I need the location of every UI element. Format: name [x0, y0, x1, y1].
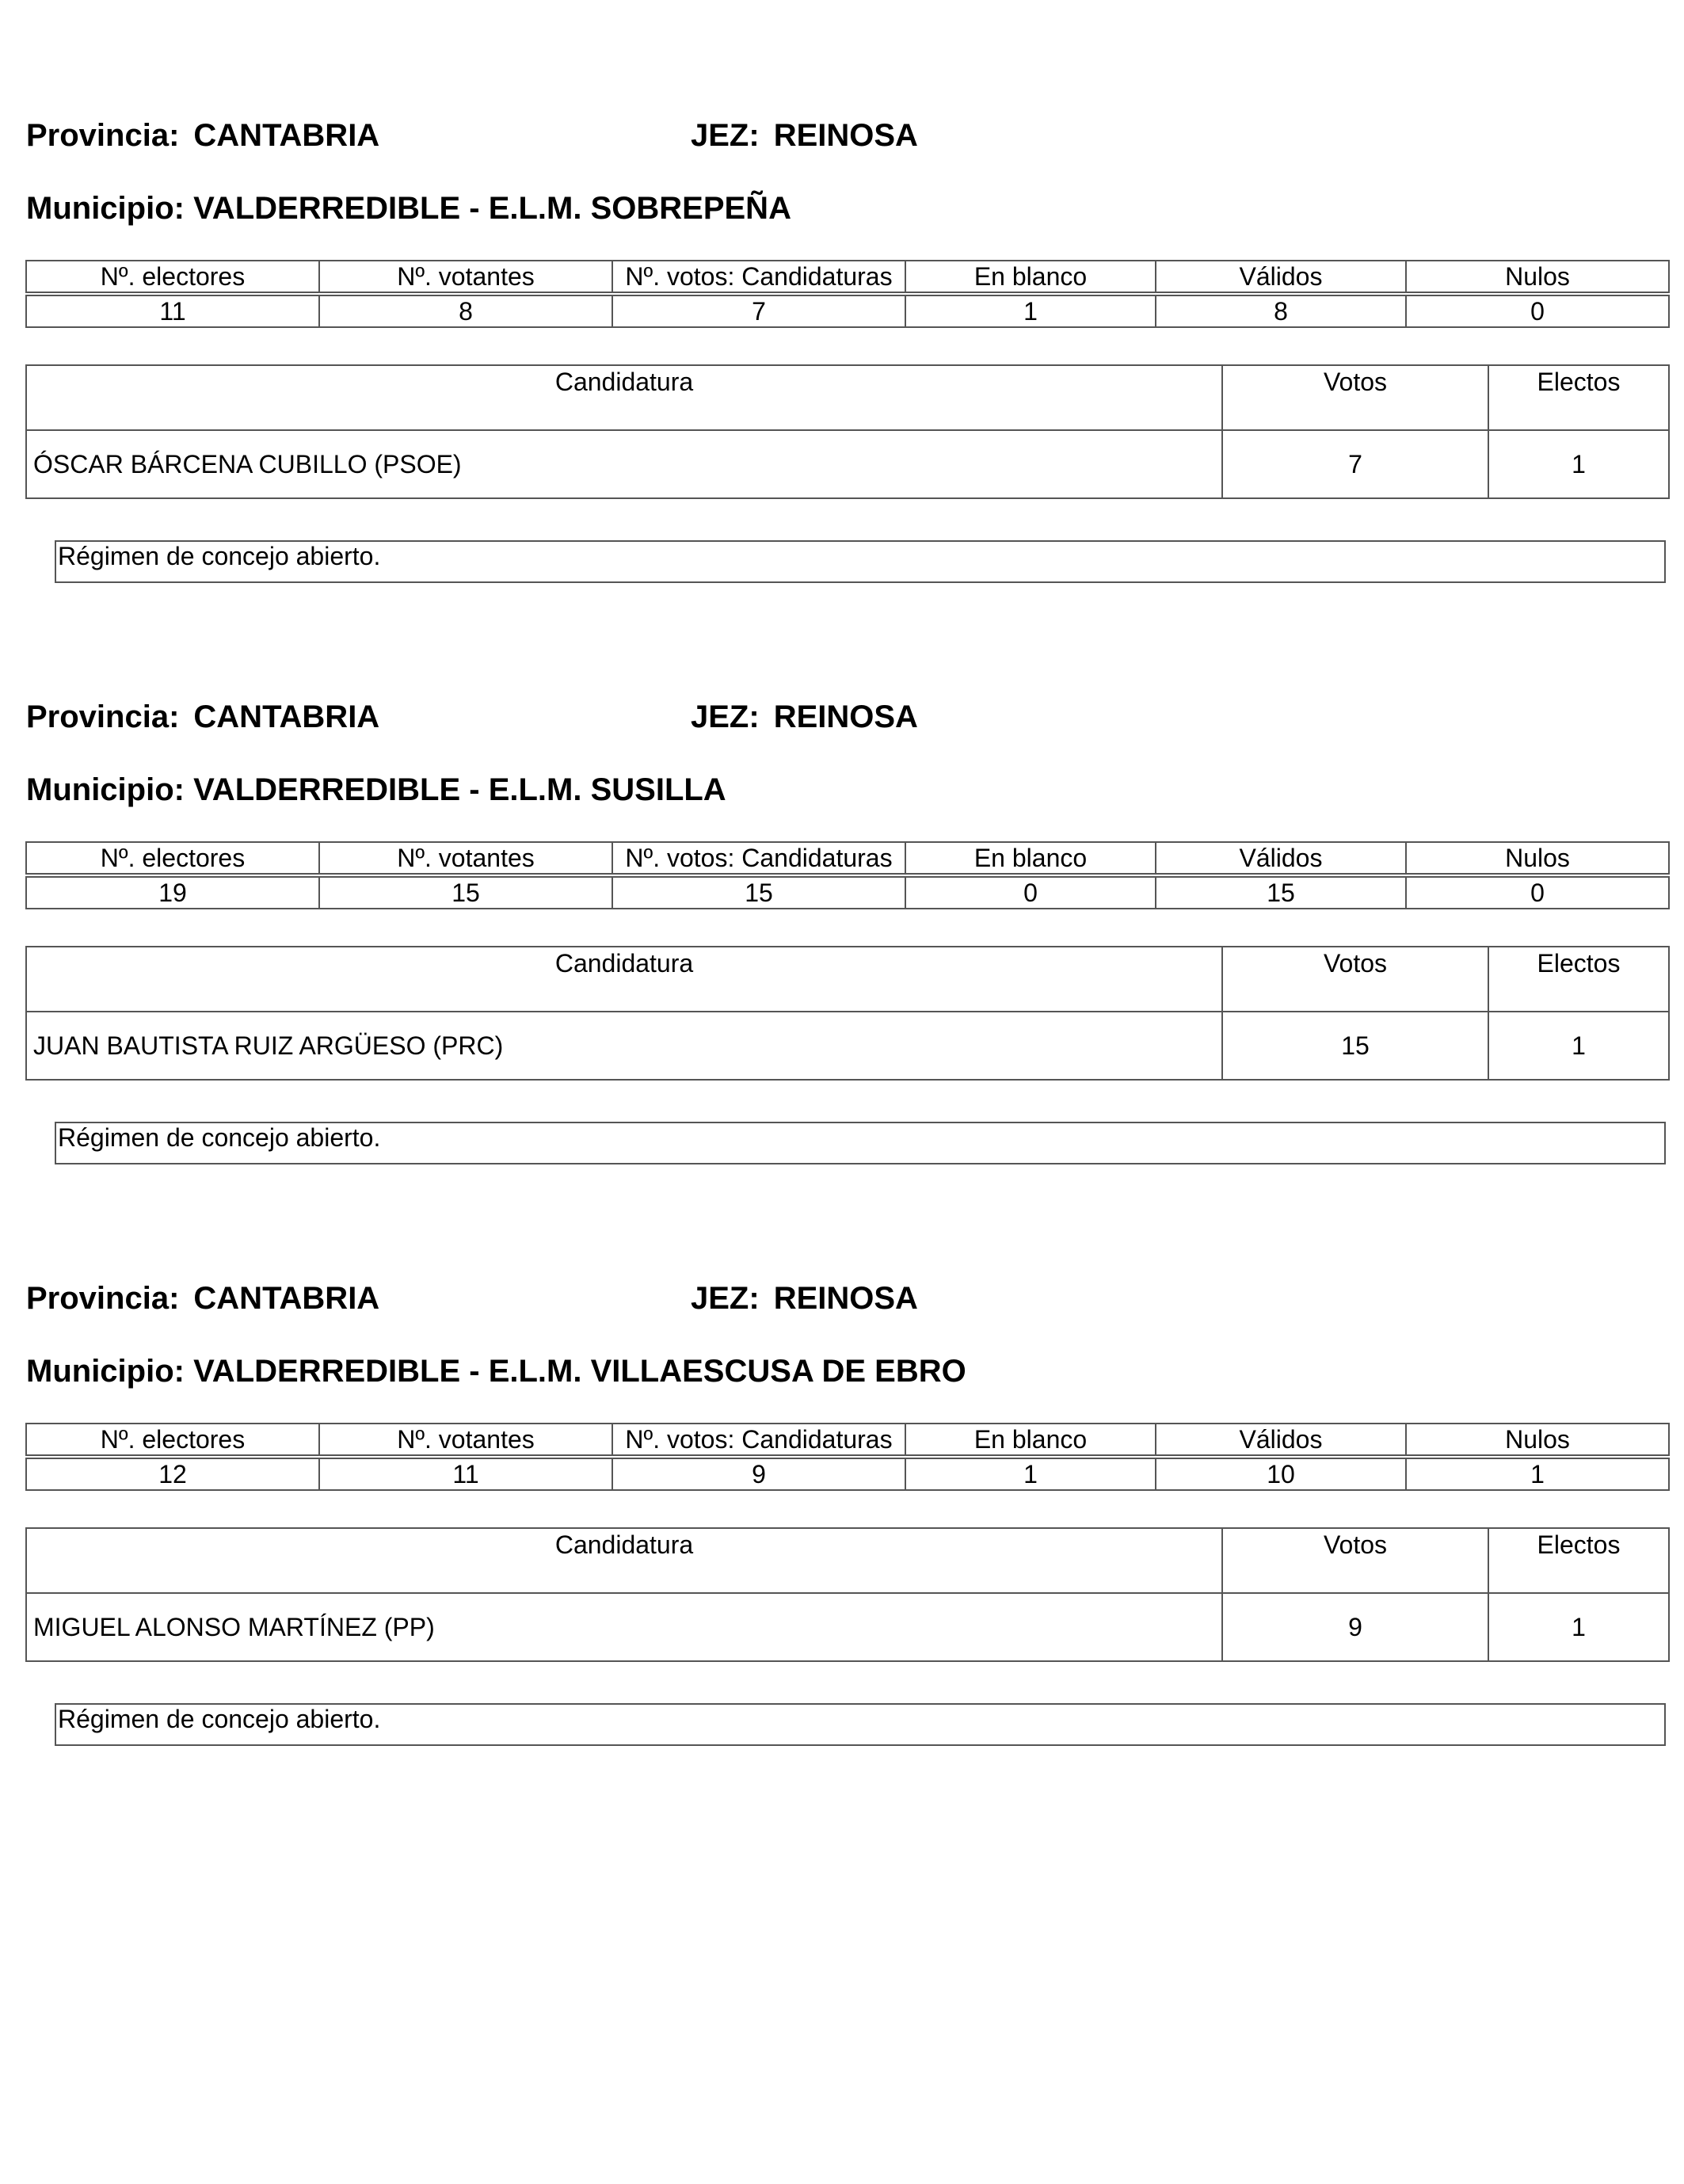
- election-section: [0, 0, 1684, 586]
- stats-header-cell: En blanco: [905, 261, 1156, 292]
- stats-header-cell: Nulos: [1406, 261, 1669, 292]
- stats-value-cell: 19: [26, 877, 319, 909]
- provincia-value: CANTABRIA: [193, 699, 380, 734]
- candidate-row: [26, 430, 1669, 498]
- stats-value-cell: 11: [319, 1458, 612, 1490]
- candidate-electos: 1: [1488, 1012, 1669, 1080]
- stats-value-cell: 12: [26, 1458, 319, 1490]
- municipio-value: VALDERREDIBLE - E.L.M. SOBREPEÑA: [193, 191, 791, 226]
- candidate-name: MIGUEL ALONSO MARTÍNEZ (PP): [26, 1593, 1222, 1661]
- municipio-label: Municipio:: [26, 1354, 185, 1389]
- jez-header: [691, 1279, 918, 1318]
- candidates-header-row: [26, 947, 1669, 1012]
- stats-header-cell: En blanco: [905, 1424, 1156, 1455]
- stats-value-cell: 9: [612, 1458, 905, 1490]
- stats-header-cell: Nº. votos: Candidaturas: [612, 261, 905, 292]
- stats-header-cell: Nº. votantes: [319, 261, 612, 292]
- candidates-table: [25, 364, 1670, 499]
- provincia-label: Provincia:: [26, 699, 180, 734]
- stats-value-cell: 0: [1406, 295, 1669, 327]
- jez-header: [691, 697, 918, 737]
- provincia-header: [26, 697, 379, 737]
- stats-header-cell: Válidos: [1156, 261, 1406, 292]
- candidates-table: [25, 946, 1670, 1081]
- municipio-value: VALDERREDIBLE - E.L.M. SUSILLA: [193, 772, 726, 807]
- votos-header: Votos: [1222, 947, 1488, 1012]
- jez-label: JEZ:: [691, 118, 760, 153]
- stats-header-cell: Válidos: [1156, 1424, 1406, 1455]
- stats-header-cell: Nº. votos: Candidaturas: [612, 842, 905, 874]
- provincia-value: CANTABRIA: [193, 1281, 380, 1316]
- stats-value-cell: 10: [1156, 1458, 1406, 1490]
- stats-value-cell: 8: [1156, 295, 1406, 327]
- municipio-label: Municipio:: [26, 191, 185, 226]
- candidate-row: [26, 1593, 1669, 1661]
- stats-header-row: [26, 1424, 1669, 1455]
- stats-value-cell: 0: [905, 877, 1156, 909]
- stats-value-row: [26, 877, 1669, 909]
- stats-header-cell: Válidos: [1156, 842, 1406, 874]
- municipio-heading: [26, 770, 726, 810]
- provincia-header: [26, 1279, 379, 1318]
- election-section: [0, 1163, 1684, 1749]
- candidates-table: [25, 1527, 1670, 1662]
- stats-table: [25, 841, 1670, 909]
- stats-value-cell: 15: [612, 877, 905, 909]
- stats-header-cell: Nº. electores: [26, 1424, 319, 1455]
- election-section: [0, 581, 1684, 1168]
- stats-value-cell: 1: [1406, 1458, 1669, 1490]
- jez-header: [691, 116, 918, 155]
- jez-value: REINOSA: [773, 1281, 918, 1316]
- stats-header-cell: Nulos: [1406, 1424, 1669, 1455]
- municipio-heading: [26, 189, 791, 228]
- candidatura-header: Candidatura: [26, 947, 1222, 1012]
- stats-value-cell: 1: [905, 1458, 1156, 1490]
- municipio-label: Municipio:: [26, 772, 185, 807]
- stats-header-cell: Nº. electores: [26, 842, 319, 874]
- votos-header: Votos: [1222, 365, 1488, 430]
- electos-header: Electos: [1488, 947, 1669, 1012]
- stats-value-row: [26, 1458, 1669, 1490]
- stats-header-cell: Nº. electores: [26, 261, 319, 292]
- stats-value-cell: 15: [319, 877, 612, 909]
- stats-header-row: [26, 261, 1669, 292]
- candidate-votos: 9: [1222, 1593, 1488, 1661]
- stats-value-cell: 11: [26, 295, 319, 327]
- provincia-value: CANTABRIA: [193, 118, 380, 153]
- candidatura-header: Candidatura: [26, 1528, 1222, 1593]
- stats-value-cell: 15: [1156, 877, 1406, 909]
- electos-header: Electos: [1488, 1528, 1669, 1593]
- stats-header-cell: Nº. votantes: [319, 842, 612, 874]
- candidatura-header: Candidatura: [26, 365, 1222, 430]
- stats-value-cell: 8: [319, 295, 612, 327]
- jez-value: REINOSA: [773, 118, 918, 153]
- stats-value-cell: 7: [612, 295, 905, 327]
- stats-header-cell: Nulos: [1406, 842, 1669, 874]
- regime-note: Régimen de concejo abierto.: [55, 1122, 1666, 1164]
- jez-value: REINOSA: [773, 699, 918, 734]
- votos-header: Votos: [1222, 1528, 1488, 1593]
- stats-header-cell: En blanco: [905, 842, 1156, 874]
- jez-label: JEZ:: [691, 699, 760, 734]
- stats-header-cell: Nº. votos: Candidaturas: [612, 1424, 905, 1455]
- regime-note: Régimen de concejo abierto.: [55, 1703, 1666, 1746]
- municipio-heading: [26, 1351, 966, 1391]
- jez-label: JEZ:: [691, 1281, 760, 1316]
- candidate-votos: 7: [1222, 430, 1488, 498]
- candidate-electos: 1: [1488, 1593, 1669, 1661]
- regime-note: Régimen de concejo abierto.: [55, 540, 1666, 583]
- stats-value-cell: 1: [905, 295, 1156, 327]
- provincia-header: [26, 116, 379, 155]
- candidate-row: [26, 1012, 1669, 1080]
- candidate-name: JUAN BAUTISTA RUIZ ARGÜESO (PRC): [26, 1012, 1222, 1080]
- provincia-label: Provincia:: [26, 118, 180, 153]
- candidate-electos: 1: [1488, 430, 1669, 498]
- stats-table: [25, 1423, 1670, 1491]
- candidate-name: ÓSCAR BÁRCENA CUBILLO (PSOE): [26, 430, 1222, 498]
- electos-header: Electos: [1488, 365, 1669, 430]
- candidates-header-row: [26, 1528, 1669, 1593]
- candidate-votos: 15: [1222, 1012, 1488, 1080]
- provincia-label: Provincia:: [26, 1281, 180, 1316]
- stats-value-row: [26, 295, 1669, 327]
- stats-header-row: [26, 842, 1669, 874]
- stats-table: [25, 260, 1670, 328]
- municipio-value: VALDERREDIBLE - E.L.M. VILLAESCUSA DE EBRO: [193, 1354, 966, 1389]
- stats-value-cell: 0: [1406, 877, 1669, 909]
- candidates-header-row: [26, 365, 1669, 430]
- stats-header-cell: Nº. votantes: [319, 1424, 612, 1455]
